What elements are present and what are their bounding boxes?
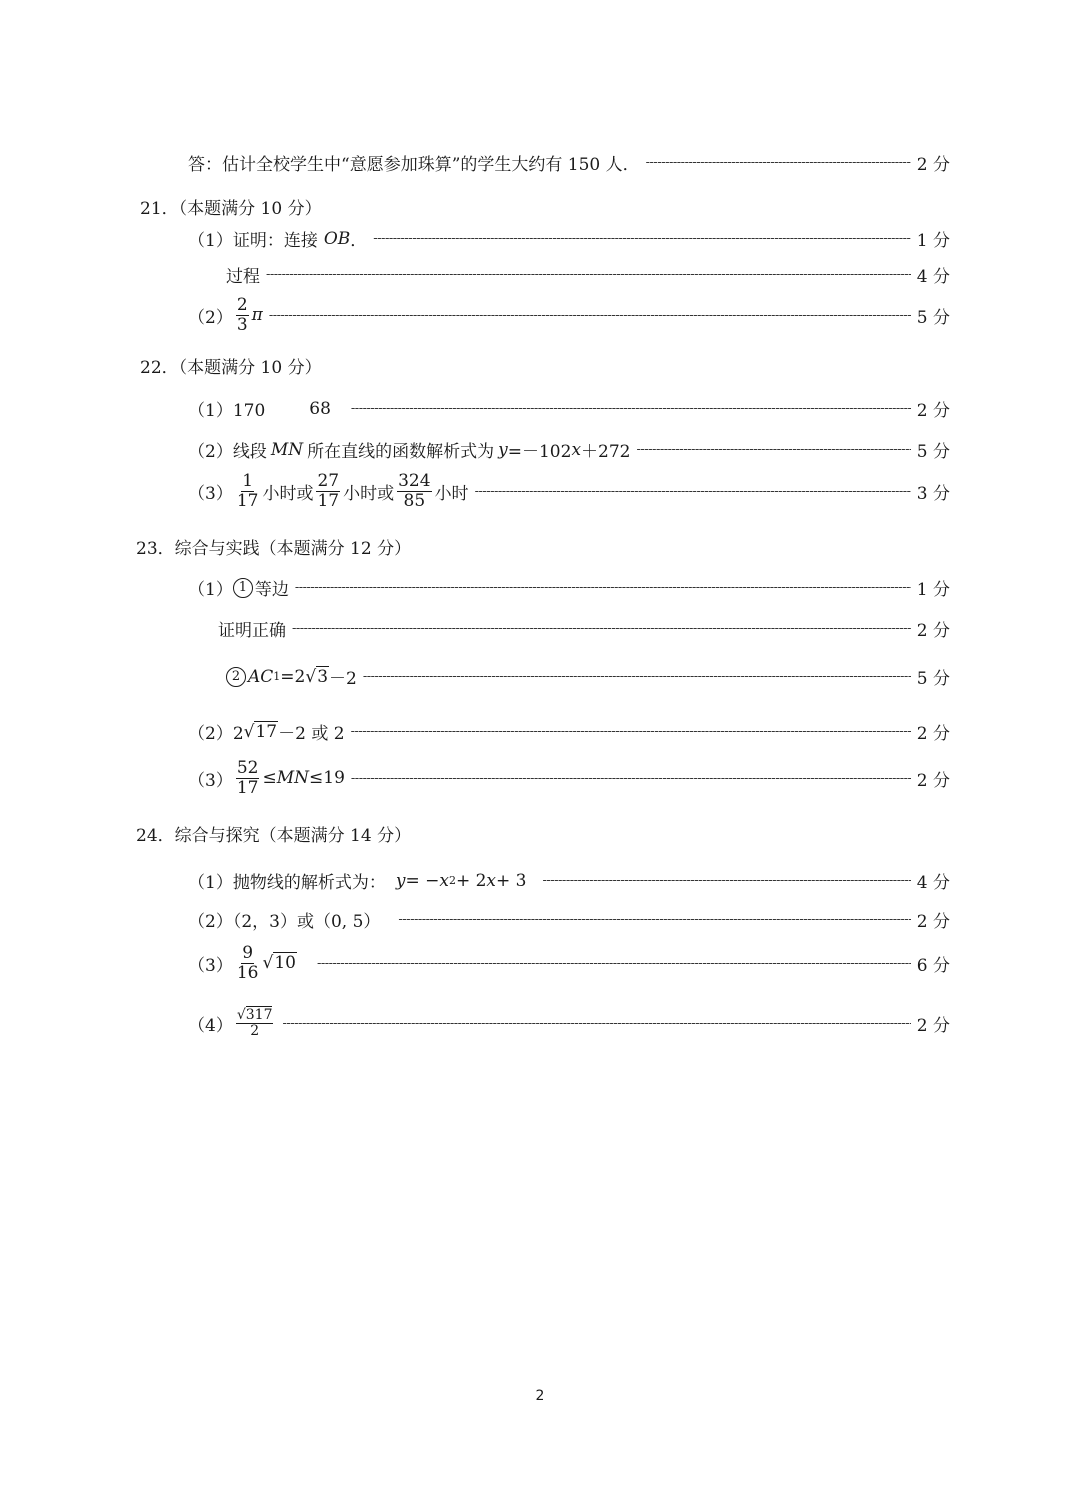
q21-p1-dot: ． [350, 231, 368, 251]
answer-text: 答：估计全校学生中“意愿参加珠算”的学生大约有 150 人． [188, 155, 640, 175]
q21-p1-label: （1）证明：连接 [188, 231, 318, 251]
denominator: 2 [250, 1023, 260, 1040]
score: 1 分 [916, 231, 950, 251]
q22-p2-d: ＋272 [581, 442, 631, 462]
denominator: 85 [403, 490, 426, 511]
q22-p3-t3: 小时 [434, 483, 469, 504]
radicand: 10 [274, 953, 296, 974]
fraction [397, 472, 431, 510]
score: 2 分 [916, 912, 950, 932]
denominator: 17 [317, 490, 340, 511]
q23-p2-label: （2）2 [188, 724, 244, 744]
q22-p2-x: x [571, 439, 582, 460]
square-root: √17 [243, 721, 278, 742]
denominator: 3 [236, 314, 248, 335]
score: 2 分 [916, 155, 950, 175]
q22-p2-var: MN [270, 439, 304, 460]
fraction [236, 472, 260, 510]
numerator: 9 [242, 943, 254, 963]
q22-p2-c: =－102 [507, 442, 572, 462]
score: 2 分 [916, 724, 950, 744]
q23-p1-label: （1） [188, 580, 233, 600]
leader-dashes [351, 771, 911, 786]
q24-p1-sup: 2 [448, 874, 456, 887]
q22-p1-label: （1）170 [188, 401, 266, 421]
q22-heading: 22．（本题满分 10 分） [140, 358, 322, 378]
q22-p2-y: y [498, 439, 508, 460]
q21-p1-var: OB [323, 228, 351, 249]
score: 4 分 [916, 267, 950, 287]
numerator: 52 [236, 758, 259, 778]
q22-p2-a: （2）线段 [188, 442, 267, 462]
leader-dashes [269, 308, 911, 323]
q24-p1-y: y [395, 870, 406, 891]
score: 2 分 [916, 1016, 950, 1037]
numerator: 324 [398, 471, 431, 491]
q23-part1 [188, 575, 950, 600]
q22-p3-label: （3） [188, 483, 233, 504]
fraction [236, 1008, 274, 1040]
q23-p1b-label: 证明正确 [218, 621, 286, 641]
denominator: 16 [236, 962, 259, 983]
leader-dashes [266, 267, 911, 282]
q22-p3-t2: 小时或 [343, 483, 395, 504]
q22-part1 [188, 396, 950, 421]
square-root: √3 [305, 666, 329, 687]
q21-part1b [226, 262, 950, 287]
radicand: 17 [255, 721, 278, 742]
leader-dashes [475, 484, 911, 499]
q22-part3 [188, 472, 950, 510]
leader-dashes [646, 155, 911, 170]
q23-p1c-eq: =2 [280, 666, 306, 687]
radicand: 317 [245, 1007, 273, 1023]
leader-dashes [636, 442, 910, 457]
q23-p3-label: （3） [188, 770, 233, 791]
score: 5 分 [916, 307, 950, 328]
q23-p1c-var: AC [248, 666, 274, 687]
q24-part4 [188, 1008, 950, 1040]
q23-part1b [218, 616, 950, 641]
score: 4 分 [916, 873, 950, 893]
score: 5 分 [916, 669, 950, 689]
q24-p4-label: （4） [188, 1016, 233, 1037]
q24-part2 [188, 907, 950, 932]
answer-line [188, 150, 950, 175]
score: 6 分 [916, 955, 950, 976]
q24-part1 [188, 868, 950, 893]
leader-dashes [363, 669, 911, 684]
numerator: 27 [317, 471, 340, 491]
leader-dashes [398, 912, 910, 927]
page-number: 2 [535, 1388, 545, 1404]
score: 2 分 [916, 401, 950, 421]
leader-dashes [351, 724, 911, 739]
q23-p3-var: MN [276, 768, 310, 789]
q22-p2-b: 所在直线的函数解析式为 [307, 442, 495, 462]
leader-dashes [282, 1016, 910, 1031]
q23-part3 [188, 759, 950, 797]
q23-part2 [188, 719, 950, 744]
q24-p2-label: （2）（2，3）或（0, 5） [188, 912, 381, 932]
q21-heading: 21．（本题满分 10 分） [140, 199, 322, 219]
numerator: 1 [242, 471, 254, 491]
circled-number-2: 2 [226, 667, 246, 687]
fraction [236, 759, 260, 797]
q24-p1-x2: x [486, 870, 496, 891]
leader-dashes [542, 873, 910, 888]
leader-dashes [292, 621, 911, 636]
q23-p1-text: 等边 [254, 580, 289, 600]
q24-p1-x: x [439, 870, 449, 891]
fraction [236, 944, 260, 982]
q23-p2-tail: －2 或 2 [278, 724, 345, 744]
q22-p1-val2: 68 [309, 398, 331, 419]
numerator: 2 [236, 295, 248, 315]
q23-part1c [226, 664, 950, 689]
q22-p3-t1: 小时或 [262, 483, 314, 504]
denominator: 17 [236, 777, 259, 798]
q24-p3-label: （3） [188, 955, 233, 976]
leader-dashes [317, 956, 911, 971]
fraction [236, 296, 249, 334]
q24-part3 [188, 944, 950, 982]
numerator: √317 [236, 1007, 273, 1023]
q24-p1-eq: = − [405, 870, 440, 891]
score: 2 分 [916, 770, 950, 791]
q23-p1c-sub: 1 [273, 670, 281, 683]
q21-p2-label: （2） [188, 307, 233, 328]
fraction [316, 472, 340, 510]
leader-dashes [351, 401, 911, 416]
pi-symbol: π [251, 305, 263, 326]
score: 3 分 [916, 483, 950, 504]
q23-heading: 23．综合与实践（本题满分 12 分） [136, 539, 412, 559]
leader-dashes [295, 580, 911, 595]
q21-part1 [188, 226, 950, 251]
q24-p1-mid: + 2 [455, 870, 487, 891]
radicand: 3 [317, 666, 329, 687]
score: 1 分 [916, 580, 950, 600]
q24-p1-label: （1）抛物线的解析式为： [188, 873, 386, 893]
q24-heading: 24．综合与探究（本题满分 14 分） [136, 826, 412, 846]
q21-p1b-label: 过程 [226, 267, 260, 287]
circled-number-1: 1 [233, 578, 253, 598]
q23-p3-le: ≤ [262, 768, 277, 789]
leader-dashes [373, 231, 911, 246]
square-root: √10 [262, 953, 296, 974]
q21-part2 [188, 296, 950, 334]
q24-p1-tail: + 3 [496, 870, 527, 891]
q23-p1c-tail: －2 [329, 669, 357, 689]
q23-p3-tail: ≤19 [309, 768, 345, 789]
denominator: 17 [236, 490, 259, 511]
score: 5 分 [916, 442, 950, 462]
score: 2 分 [916, 621, 950, 641]
q22-part2 [188, 437, 950, 462]
